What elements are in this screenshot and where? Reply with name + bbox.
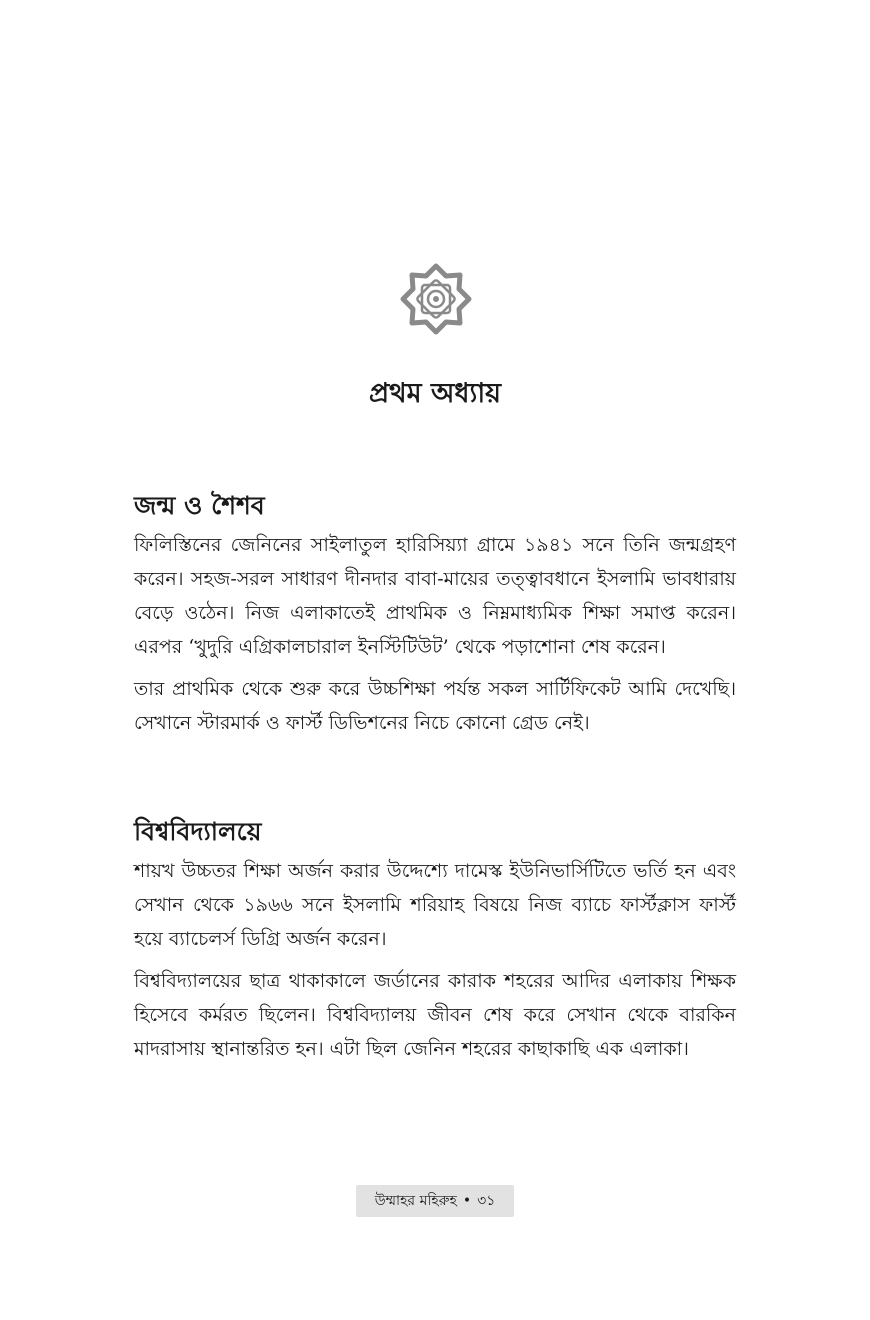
paragraph: শায়খ উচ্চতর শিক্ষা অর্জন করার উদ্দেশ্যে দামেস্ক ইউনিভার্সিটিতে ভর্তি হন এবং সেখান থেকে ১৯৬৬ সনে ইসলামি শরিয়াহ বিষয়ে নিজ ব্যাচে ফার্স্টক্লাস ফার্স্ট হয়ে ব্যাচেলর্স ডিগ্রি অর্জন করেন।	[134, 860, 736, 950]
section-birth-childhood	[134, 486, 736, 748]
section-heading: বিশ্ববিদ্যালয়ে	[134, 817, 262, 846]
section-university	[134, 812, 736, 1074]
page-footer	[356, 1185, 514, 1217]
paragraph: ফিলিস্তিনের জেনিনের সাইলাতুল হারিসিয়্যা গ্রামে ১৯৪১ সনে তিনি জন্মগ্রহণ করেন। সহজ-সরল সাধারণ দীনদার বাবা-মায়ের তত্ত্বাবধানে ইসলামি ভাবধারায় বেড়ে ওঠেন। নিজ এলাকাতেই প্রাথমিক ও নিম্নমাধ্যমিক শিক্ষা সমাপ্ত করেন। এরপর ‘খুদুরি এগ্রিকালচারাল ইনস্টিটিউট’ থেকে পড়াশোনা শেষ করেন।	[134, 534, 736, 658]
footer-book-title: উম্মাহর মহিরুহ	[374, 1193, 457, 1209]
section-heading: জন্ম ও শৈশব	[134, 491, 265, 520]
paragraph: বিশ্ববিদ্যালয়ের ছাত্র থাকাকালে জর্ডানের কারাক শহরের আদির এলাকায় শিক্ষক হিসেবে কর্মরত ছিলেন। বিশ্ববিদ্যালয় জীবন শেষ করে সেখান থেকে বারকিন মাদরাসায় স্থানান্তরিত হন। এটা ছিল জেনিন শহরের কাছাকাছি এক এলাকা।	[134, 970, 736, 1060]
paragraph: তার প্রাথমিক থেকে শুরু করে উচ্চশিক্ষা পর্যন্ত সকল সার্টিফিকেট আমি দেখেছি। সেখানে স্টারমার্ক ও ফার্স্ট ডিভিশনের নিচে কোনো গ্রেড নেই।	[134, 678, 736, 734]
chapter-title: প্রথম অধ্যায়	[368, 378, 502, 409]
page-number: ৩১	[477, 1193, 496, 1209]
footer-separator: •	[462, 1193, 472, 1209]
octagram-flower-ornament-icon	[399, 262, 473, 336]
